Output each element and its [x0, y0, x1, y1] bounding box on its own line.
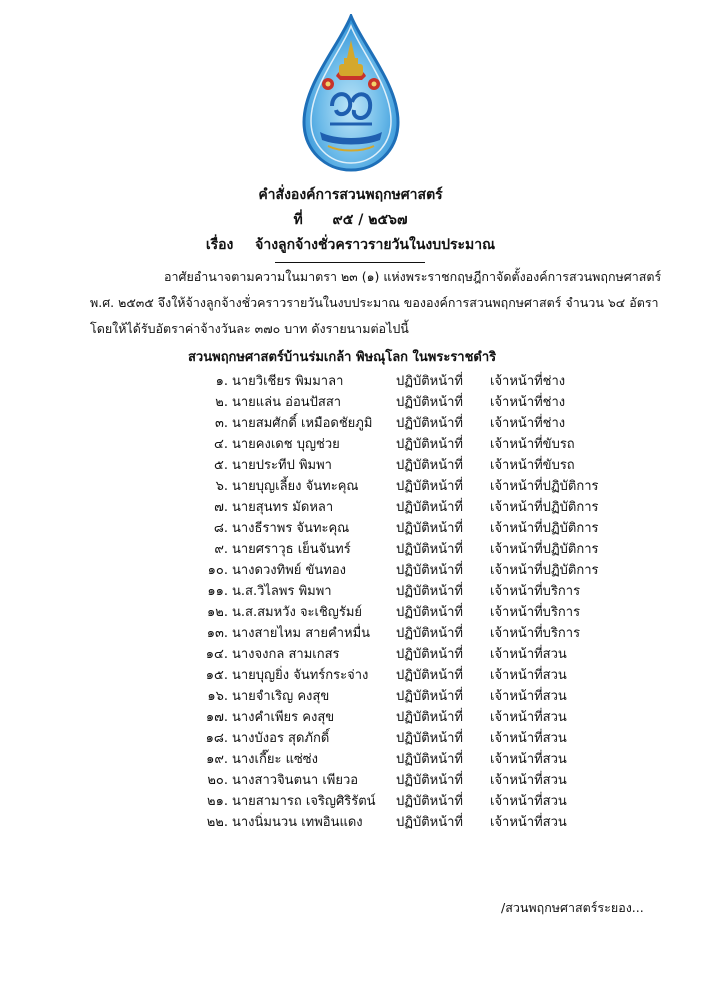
employee-role: ปฏิบัติหน้าที่ [396, 395, 463, 410]
employee-role: ปฏิบัติหน้าที่ [396, 794, 463, 809]
employee-name: นายคงเดช บุญช่วย [232, 437, 340, 452]
employee-position: เจ้าหน้าที่บริการ [490, 626, 581, 641]
list-item [0, 414, 701, 434]
employee-role: ปฏิบัติหน้าที่ [396, 437, 463, 452]
employee-role: ปฏิบัติหน้าที่ [396, 521, 463, 536]
list-item [0, 519, 701, 539]
list-item [0, 561, 701, 581]
list-item [0, 624, 701, 644]
employee-position: เจ้าหน้าที่สวน [490, 773, 567, 788]
item-number: ๑๘. [205, 731, 228, 746]
list-item [0, 708, 701, 728]
item-number: ๑๐. [207, 563, 228, 578]
list-item [0, 498, 701, 518]
employee-name: นางจงกล สามเกสร [232, 647, 340, 662]
employee-role: ปฏิบัติหน้าที่ [396, 500, 463, 515]
employee-role: ปฏิบัติหน้าที่ [396, 458, 463, 473]
employee-name: นางดวงทิพย์ ขันทอง [232, 563, 347, 578]
employee-position: เจ้าหน้าที่ปฏิบัติการ [490, 563, 599, 578]
employee-position: เจ้าหน้าที่สวน [490, 731, 567, 746]
employee-name: นายสมศักดิ์ เหมือดชัยภูมิ [232, 416, 373, 431]
item-number: ๔. [214, 437, 228, 452]
employee-role: ปฏิบัติหน้าที่ [396, 584, 463, 599]
employee-position: เจ้าหน้าที่สวน [490, 647, 567, 662]
list-item [0, 750, 701, 770]
item-number: ๑๗. [205, 710, 228, 725]
list-item [0, 666, 701, 686]
section-heading: สวนพฤกษศาสตร์บ้านร่มเกล้า พิษณุโลก ในพระราชดำริ [188, 350, 497, 365]
document-subject [0, 234, 701, 256]
item-number: ๒๐. [207, 773, 228, 788]
employee-role: ปฏิบัติหน้าที่ [396, 710, 463, 725]
item-number: ๑. [215, 374, 228, 389]
item-number: ๕. [214, 458, 228, 473]
number-label: ที่ [293, 212, 303, 228]
list-item [0, 582, 701, 602]
list-item [0, 687, 701, 707]
item-number: ๑๑. [207, 584, 228, 599]
employee-role: ปฏิบัติหน้าที่ [396, 563, 463, 578]
employee-role: ปฏิบัติหน้าที่ [396, 479, 463, 494]
employee-name: นายประทีป พิมพา [232, 458, 332, 473]
item-number: ๗. [214, 500, 228, 515]
employee-role: ปฏิบัติหน้าที่ [396, 605, 463, 620]
list-item [0, 603, 701, 623]
list-item [0, 771, 701, 791]
item-number: ๑๕. [205, 668, 228, 683]
employee-position: เจ้าหน้าที่ปฏิบัติการ [490, 479, 599, 494]
employee-name: น.ส.วิไลพร พิมพา [232, 584, 332, 599]
list-item [0, 393, 701, 413]
list-item [0, 792, 701, 812]
continuation-note: /สวนพฤกษศาสตร์ระยอง... [501, 900, 644, 915]
item-number: ๙. [214, 542, 228, 557]
list-item [0, 456, 701, 476]
employee-name: นายบุญเลี้ยง จันทะคุณ [232, 479, 359, 494]
employee-role: ปฏิบัติหน้าที่ [396, 752, 463, 767]
employee-position: เจ้าหน้าที่ขับรถ [490, 458, 575, 473]
employee-role: ปฏิบัติหน้าที่ [396, 668, 463, 683]
employee-position: เจ้าหน้าที่สวน [490, 815, 567, 830]
employee-name: นายจำเริญ คงสุข [232, 689, 330, 704]
employee-role: ปฏิบัติหน้าที่ [396, 542, 463, 557]
employee-role: ปฏิบัติหน้าที่ [396, 689, 463, 704]
body-line: โดยให้ได้รับอัตราค่าจ้างวันละ ๓๗๐ บาท ดังรายนามต่อไปนี้ [90, 321, 409, 336]
employee-name: นางเกี๊ยะ แซ่ซ่ง [232, 752, 318, 767]
item-number: ๒. [215, 395, 228, 410]
employee-name: นายสุนทร มัดหลา [232, 500, 334, 515]
employee-position: เจ้าหน้าที่ปฏิบัติการ [490, 521, 599, 536]
item-number: ๒๒. [206, 815, 228, 830]
list-item [0, 477, 701, 497]
list-item [0, 729, 701, 749]
employee-name: นางธีราพร จันทะคุณ [232, 521, 350, 536]
body-line: พ.ศ. ๒๕๓๕ จึงให้จ้างลูกจ้างชั่วคราวรายวันในงบประมาณ ขององค์การสวนพฤกษศาสตร์ จำนวน ๖๔ อัตรา [90, 295, 659, 310]
employee-position: เจ้าหน้าที่ช่าง [490, 374, 566, 389]
item-number: ๘. [213, 521, 228, 536]
employee-role: ปฏิบัติหน้าที่ [396, 815, 463, 830]
employee-name: นายบุญยิ่ง จันทร์กระจ่าง [232, 668, 369, 683]
employee-name: นางสาวจินตนา เพียวอ [232, 773, 359, 788]
item-number: ๑๖. [207, 689, 228, 704]
employee-position: เจ้าหน้าที่สวน [490, 689, 567, 704]
employee-position: เจ้าหน้าที่ขับรถ [490, 437, 575, 452]
list-item [0, 645, 701, 665]
item-number: ๑๙. [206, 752, 228, 767]
item-number: ๖. [215, 479, 228, 494]
employee-position: เจ้าหน้าที่บริการ [490, 584, 581, 599]
item-number: ๑๒. [207, 605, 228, 620]
employee-role: ปฏิบัติหน้าที่ [396, 374, 463, 389]
number-value: ๙๕ / ๒๕๖๗ [332, 212, 408, 228]
subject-value: จ้างลูกจ้างชั่วคราวรายวันในงบประมาณ [255, 237, 496, 253]
employee-name: นางบังอร สุดภักดิ์ [232, 731, 330, 746]
employee-position: เจ้าหน้าที่สวน [490, 794, 567, 809]
employee-position: เจ้าหน้าที่บริการ [490, 605, 581, 620]
list-item [0, 813, 701, 833]
employee-position: เจ้าหน้าที่สวน [490, 752, 567, 767]
employee-position: เจ้าหน้าที่ปฏิบัติการ [490, 542, 599, 557]
employee-position: เจ้าหน้าที่ช่าง [490, 395, 566, 410]
employee-role: ปฏิบัติหน้าที่ [396, 626, 463, 641]
subject-label: เรื่อง [205, 237, 234, 253]
employee-role: ปฏิบัติหน้าที่ [396, 773, 463, 788]
employee-position: เจ้าหน้าที่ปฏิบัติการ [490, 500, 599, 515]
list-item [0, 540, 701, 560]
employee-name: นางคำเพียร คงสุข [232, 710, 335, 725]
employee-name: นายสามารถ เจริญศิริรัตน์ [232, 794, 376, 809]
employee-name: น.ส.สมหวัง จะเชิญรัมย์ [232, 605, 363, 620]
employee-name: นางสายไหม สายคำหมื่น [232, 626, 371, 641]
employee-position: เจ้าหน้าที่สวน [490, 668, 567, 683]
document-title: คำสั่งองค์การสวนพฤกษศาสตร์ [258, 187, 443, 203]
list-item [0, 372, 701, 392]
document-number [0, 209, 701, 231]
body-line: อาศัยอำนาจตามความในมาตรา ๒๓ (๑) แห่งพระราชกฤษฎีกาจัดตั้งองค์การสวนพฤกษศาสตร์ [164, 269, 662, 284]
employee-name: นางนิ่มนวน เทพอินแดง [232, 815, 363, 830]
botanical-garden-emblem-icon [300, 14, 402, 174]
title-divider [275, 262, 425, 263]
employee-name: นายแล่น อ่อนปัสสา [232, 395, 342, 410]
item-number: ๑๓. [206, 626, 228, 641]
item-number: ๒๑. [207, 794, 228, 809]
employee-role: ปฏิบัติหน้าที่ [396, 647, 463, 662]
item-number: ๑๔. [205, 647, 228, 662]
item-number: ๓. [214, 416, 228, 431]
employee-role: ปฏิบัติหน้าที่ [396, 731, 463, 746]
employee-name: นายศราวุธ เย็นจันทร์ [232, 542, 351, 557]
employee-name: นายวิเชียร พิมมาลา [232, 374, 344, 389]
employee-position: เจ้าหน้าที่ช่าง [490, 416, 566, 431]
employee-position: เจ้าหน้าที่สวน [490, 710, 567, 725]
employee-role: ปฏิบัติหน้าที่ [396, 416, 463, 431]
list-item [0, 435, 701, 455]
